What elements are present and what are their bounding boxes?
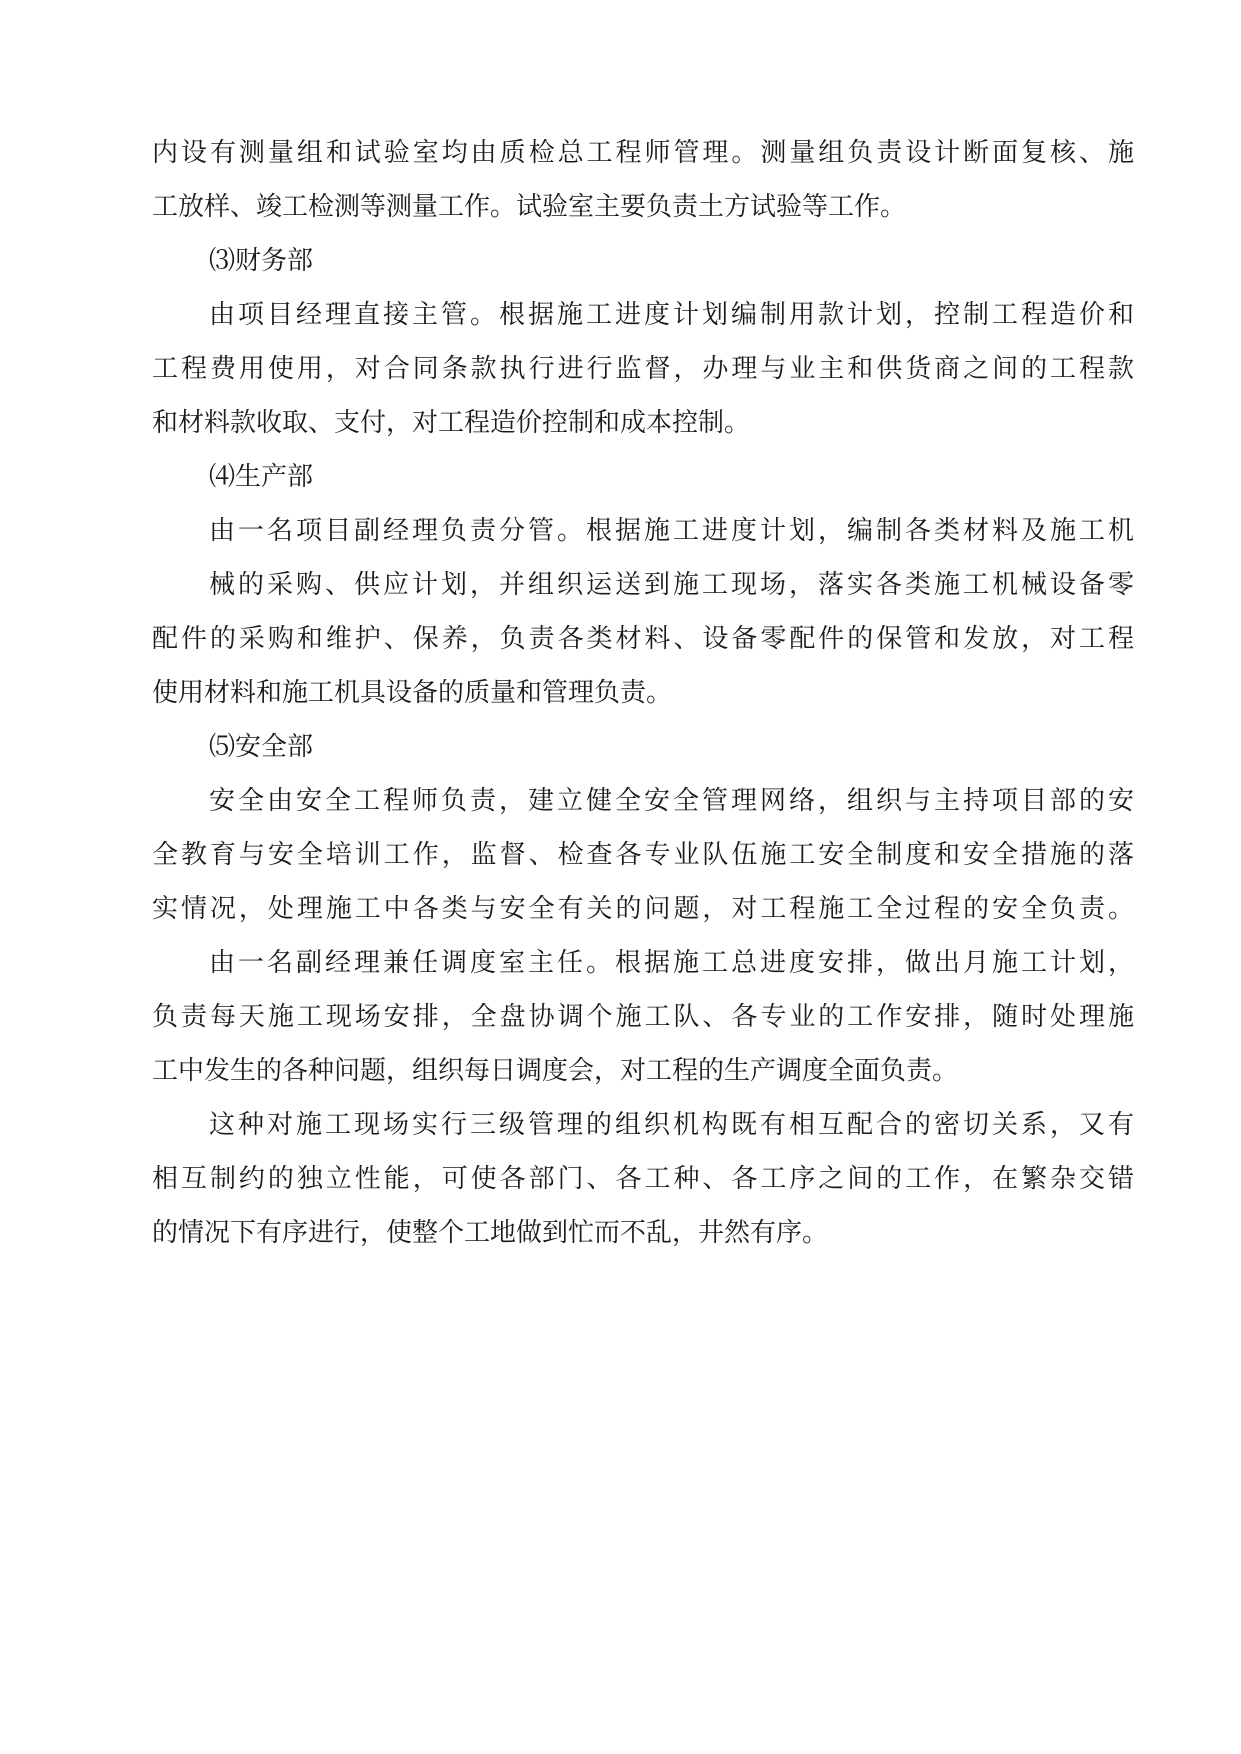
section-heading-production: ⑷生产部 [209,462,314,492]
document-body [152,126,1134,1260]
text-line: 工中发生的各种问题，组织每日调度会，对工程的生产调度全面负责。 [152,1056,959,1086]
text-line: 由一名项目副经理负责分管。根据施工进度计划，编制各类材料及施工机 [209,516,1134,546]
section-heading-safety: ⑸安全部 [209,732,314,762]
text-line: 安全由安全工程师负责，建立健全安全管理网络，组织与主持项目部的安 [209,786,1134,816]
text-line: 械的采购、供应计划，并组织运送到施工现场，落实各类施工机械设备零 [209,570,1134,600]
text-line: 的情况下有序进行，使整个工地做到忙而不乱，井然有序。 [152,1218,829,1248]
text-line: 相互制约的独立性能，可使各部门、各工种、各工序之间的工作，在繁杂交错 [152,1164,1134,1194]
text-line: 工放样、竣工检测等测量工作。试验室主要负责土方试验等工作。 [152,192,907,222]
text-line: 和材料款收取、支付，对工程造价控制和成本控制。 [152,408,751,438]
text-line: 由项目经理直接主管。根据施工进度计划编制用款计划，控制工程造价和 [209,300,1134,330]
text-line: 内设有测量组和试验室均由质检总工程师管理。测量组负责设计断面复核、施 [152,138,1134,168]
text-line: 全教育与安全培训工作，监督、检查各专业队伍施工安全制度和安全措施的落 [152,840,1134,870]
section-heading-finance: ⑶财务部 [209,246,314,276]
text-line: 这种对施工现场实行三级管理的组织机构既有相互配合的密切关系，又有 [209,1110,1134,1140]
text-line: 负责每天施工现场安排，全盘协调个施工队、各专业的工作安排，随时处理施 [152,1002,1134,1032]
text-line: 使用材料和施工机具设备的质量和管理负责。 [152,678,673,708]
text-line: 由一名副经理兼任调度室主任。根据施工总进度安排，做出月施工计划， [209,948,1134,978]
text-line: 工程费用使用，对合同条款执行进行监督，办理与业主和供货商之间的工程款 [152,354,1134,384]
text-line: 配件的采购和维护、保养，负责各类材料、设备零配件的保管和发放，对工程 [152,624,1134,654]
text-line: 实情况，处理施工中各类与安全有关的问题，对工程施工全过程的安全负责。 [152,894,1134,924]
